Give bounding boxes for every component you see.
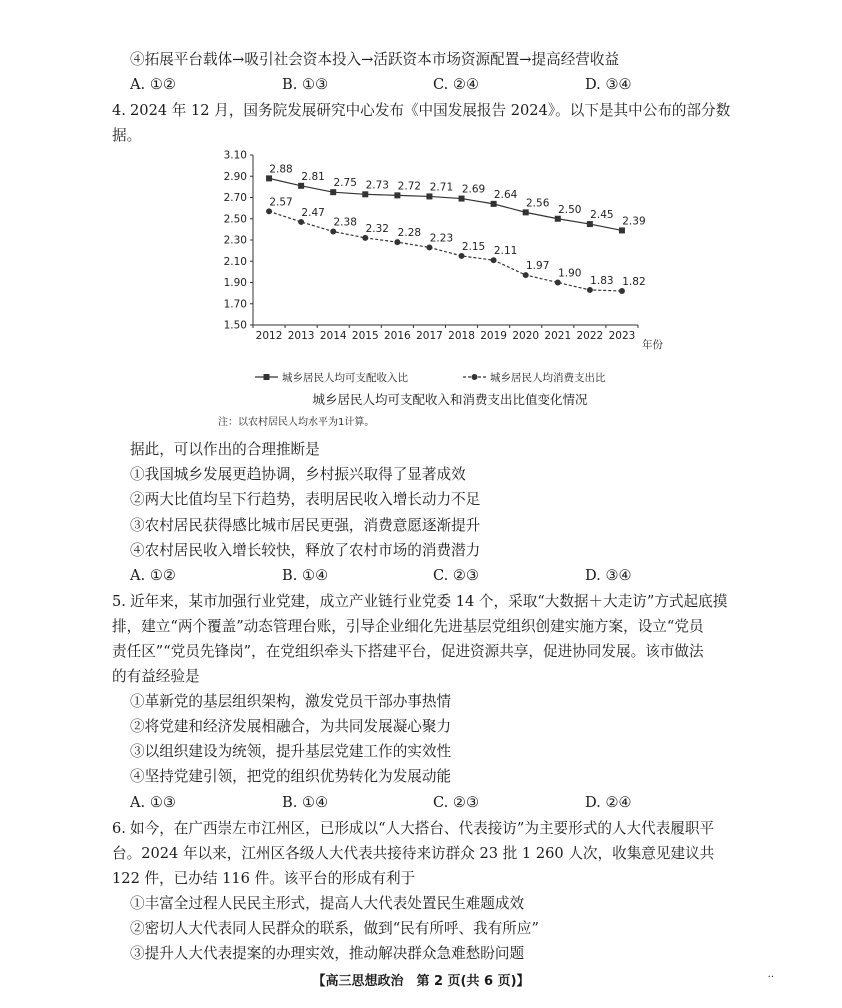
q5-stem-line1: 近年来，某市加强行业党建，成立产业链行业党委 14 个，采取“大数据＋大走访”方式起底摸 [130,593,728,610]
q6-statement-1: ①丰富全过程人民民主形式，提高人大代表处置民生难题成效 [130,895,525,912]
x-tick-label: 2014 [319,330,347,342]
series-2-point [426,244,432,250]
series-1-point [394,192,400,198]
x-tick-label: 2020 [512,330,540,342]
q6-stem-line3: 122 件，已办结 116 件。该平台的形成有利于 [112,870,416,887]
y-tick-label: 2.70 [223,192,247,204]
series-2-point [619,288,625,294]
x-tick-label: 2013 [287,330,315,342]
data-label: 1.83 [590,274,614,287]
x-tick-label: 2022 [576,330,604,342]
data-label: 2.71 [429,181,454,194]
page-footer: 【高三思想政治 第 2 页(共 6 页)】 [312,974,530,989]
choice-a[interactable]: A. ①③ [130,794,176,811]
q5-stem-line3: 责任区”“党员先锋岗”，在党组织牵头下搭建平台，促进资源共享，促进协同发展。该市做法 [112,643,704,660]
q5-stem-line2: 排，建立“两个覆盖”动态管理台账，引导企业细化先进基层党组织创建实施方案，设立“党员 [112,618,704,635]
ratio-line-chart [210,140,690,430]
series-1-point [523,209,529,215]
series-1-point [426,193,432,199]
y-tick-label: 2.10 [223,255,247,268]
y-tick-label: 2.30 [223,234,247,247]
q6-statement-2: ②密切人大代表同人民群众的联系，做到“民有所呼、我有所应” [130,920,539,937]
legend-marker-2 [472,374,478,380]
series-1-point [362,191,368,197]
choice-a[interactable]: A. ①② [130,567,176,584]
data-label: 2.57 [269,196,293,209]
series-1-point [555,216,561,222]
prev-option-4: ④拓展平台载体→吸引社会资本投入→活跃资本市场资源配置→提高经营收益 [130,51,620,68]
data-label: 2.11 [493,245,518,258]
data-label: 2.56 [526,197,550,210]
data-label: 1.90 [558,267,582,280]
series-1-point [619,227,625,233]
chart-title: 城乡居民人均可支配收入和消费支出比值变化情况 [312,392,588,407]
q4-stem-line2: 据。 [112,127,142,144]
x-tick-label: 2018 [448,330,475,342]
data-label: 2.32 [365,222,389,235]
q5-stem-line4: 的有益经验是 [112,668,200,685]
x-axis-label: 年份 [642,339,663,351]
x-tick-label: 2019 [480,330,507,342]
y-tick-label: 1.90 [223,277,247,289]
q6-statement-3: ③提升人大代表提案的办理实效，推动解决群众急难愁盼问题 [130,945,525,962]
q6-number: 6. [112,820,126,837]
series-2-point [491,257,497,263]
x-tick-label: 2015 [351,330,379,342]
data-label: 2.38 [333,216,357,229]
data-label: 2.72 [397,180,422,193]
data-label: 1.97 [526,260,550,273]
q5-statement-1: ①革新党的基层组织架构，激发党员干部办事热情 [130,693,452,710]
q6-stem-line2: 台。2024 年以来，江州区各级人大代表共接待来访群众 23 批 1 260 人次，收集意见建议共 [112,845,715,862]
q4-statement-2: ②两大比值均呈下行趋势，表明居民收入增长动力不足 [130,491,481,508]
series-1-point [587,221,593,227]
series-1-point [330,189,336,195]
data-label: 2.69 [461,183,486,196]
series-2-point [266,208,272,214]
series-1-point [266,175,272,181]
series-2-point [523,272,529,278]
q6-stem-line1: 如今，在广西崇左市江州区，已形成以“人大搭台、代表接访”为主要形式的人大代表履职平 [130,820,715,837]
x-tick-label: 2023 [608,330,636,342]
y-tick-label: 1.70 [223,298,247,311]
series-2-point [362,235,368,241]
y-tick-label: 2.50 [223,213,247,226]
q4-stem-line1: 2024 年 12 月，国务院发展研究中心发布《中国发展报告 2024》。以下是其中公布的部分数 [130,102,731,119]
y-tick-label: 2.90 [223,170,247,183]
legend-marker-1 [264,374,270,380]
data-label: 1.82 [622,276,646,288]
data-label: 2.64 [493,188,518,201]
q5-statement-4: ④坚持党建引领，把党的组织优势转化为发展动能 [130,768,452,785]
legend-label-2: 城乡居民人均消费支出比 [490,372,606,384]
choice-c[interactable]: C. ②④ [433,76,480,93]
data-label: 2.45 [590,209,614,222]
q4-statement-3: ③农村居民获得感比城市居民更强，消费意愿逐渐提升 [130,517,481,534]
series-2-point [555,280,561,286]
series-2-point [459,253,465,259]
data-label: 2.28 [397,227,422,240]
data-label: 2.75 [333,177,357,190]
data-label: 2.81 [301,170,325,183]
choice-a[interactable]: A. ①② [130,76,176,93]
q4-prompt: 据此，可以作出的合理推断是 [130,441,320,458]
data-label: 2.23 [429,232,454,245]
data-label: 2.50 [558,203,582,216]
q4-statement-4: ④农村居民收入增长较快，释放了农村市场的消费潜力 [130,542,481,559]
choice-c[interactable]: C. ②③ [433,794,480,811]
series-1-point [491,201,497,207]
q4-statement-1: ①我国城乡发展更趋协调，乡村振兴取得了显著成效 [130,466,466,483]
corner-mark: ·· [767,972,774,983]
q5-choices [130,793,770,813]
prev-choices [130,75,770,95]
series-2-point [587,287,593,293]
x-tick-label: 2021 [544,330,572,342]
x-tick-label: 2012 [255,330,283,342]
y-tick-label: 3.10 [223,149,247,162]
choice-d[interactable]: D. ③④ [585,567,632,584]
choice-d[interactable]: D. ②④ [585,794,632,811]
choice-b[interactable]: B. ①④ [282,567,329,584]
x-tick-label: 2017 [416,330,443,342]
q4-choices [130,566,770,586]
data-label: 2.73 [365,179,389,192]
data-label: 2.88 [269,163,293,176]
q5-statement-2: ②将党建和经济发展相融合，为共同发展凝心聚力 [130,718,452,735]
q5-number: 5. [112,593,126,610]
choice-b[interactable]: B. ①③ [282,76,329,93]
chart-note: 注：以农村居民人均水平为1计算。 [218,417,375,428]
series-2-point [394,239,400,245]
choice-d[interactable]: D. ③④ [585,76,632,93]
series-1-point [459,196,465,202]
x-tick-label: 2016 [384,330,411,342]
y-tick-label: 1.50 [223,319,247,332]
series-1-point [298,183,304,189]
data-label: 2.39 [622,215,646,228]
choice-b[interactable]: B. ①④ [282,794,329,811]
q4-number: 4. [112,102,126,119]
data-label: 2.47 [301,206,325,219]
q5-statement-3: ③以组织建设为统领，提升基层党建工作的实效性 [130,743,452,760]
series-2-point [298,219,304,225]
series-2-point [330,229,336,235]
choice-c[interactable]: C. ②③ [433,567,480,584]
data-label: 2.15 [461,240,486,253]
legend-label-1: 城乡居民人均可支配收入比 [282,372,408,384]
